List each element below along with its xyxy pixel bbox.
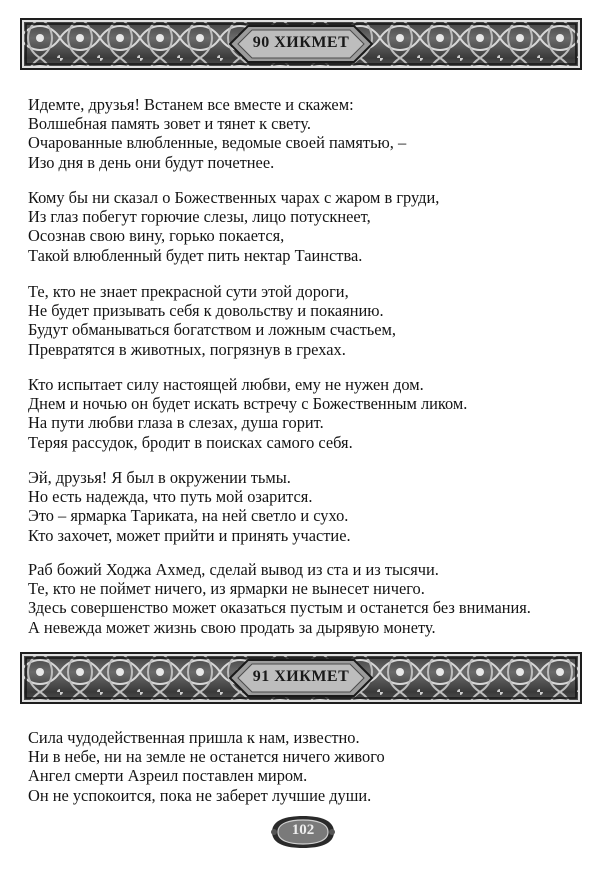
verse-line: Изо дня в день они будут почетнее. (28, 152, 275, 172)
stanza (28, 282, 588, 359)
verse-line: Не будет призывать себя к довольству и покаянию. (28, 301, 384, 321)
verse-line: Кто испытает силу настоящей любви, ему не нужен дом. (28, 375, 424, 394)
verse-line: Это – ярмарка Тариката, на ней светло и сухо. (28, 506, 349, 526)
stanza (28, 95, 588, 172)
verse-line: Такой влюбленный будет пить нектар Таинства. (28, 245, 363, 265)
verse-line: Ангел смерти Азреил поставлен миром. (28, 766, 308, 786)
verse-line: А невежда может жизнь свою продать за дырявую монету. (28, 617, 436, 637)
page-number-badge (268, 814, 338, 850)
verse-line: Идемте, друзья! Встанем все вместе и скажем: (28, 95, 354, 114)
verse-line: Теряя рассудок, бродит в поисках самого себя. (28, 432, 353, 452)
verse-line: Из глаз побегут горючие слезы, лицо потускнеет, (28, 207, 371, 227)
section-banner-90 (20, 18, 582, 70)
verse-line: Кому бы ни сказал о Божественных чарах с жаром в груди, (28, 188, 440, 207)
verse-line: На пути любви глаза в слезах, душа горит. (28, 413, 324, 433)
page-number: 102 (291, 822, 315, 838)
section-banner-91 (20, 652, 582, 704)
stanza (28, 468, 588, 545)
verse-line: Очарованные влюбленные, ведомые своей памятью, – (28, 133, 407, 153)
verse-line: Будут обманываться богатством и ложным счастьем, (28, 320, 397, 340)
verse-line: Но есть надежда, что путь мой озарится. (28, 487, 313, 507)
verse-line: Те, кто не поймет ничего, из ярмарки не вынесет ничего. (28, 579, 425, 599)
section-heading: 90 ХИКМЕТ (252, 34, 350, 51)
verse-line: Превратятся в животных, погрязнув в грехах. (28, 339, 346, 359)
verse-line: Волшебная память зовет и тянет к свету. (28, 114, 311, 134)
stanza (28, 188, 588, 265)
verse-line: Днем и ночью он будет искать встречу с Божественным ликом. (28, 394, 468, 414)
verse-line: Осознав свою вину, горько покается, (28, 226, 285, 246)
verse-line: Те, кто не знает прекрасной сути этой дороги, (28, 282, 349, 301)
verse-line: Он не успокоится, пока не заберет лучшие души. (28, 785, 372, 805)
verse-line: Эй, друзья! Я был в окружении тьмы. (28, 468, 291, 487)
stanza (28, 375, 588, 452)
verse-line: Раб божий Ходжа Ахмед, сделай вывод из ста и из тысячи. (28, 560, 439, 579)
verse-line: Ни в небе, ни на земле не останется ничего живого (28, 747, 385, 767)
verse-line: Сила чудодейственная пришла к нам, известно. (28, 728, 360, 747)
stanza (28, 560, 588, 637)
verse-line: Кто захочет, может прийти и принять участие. (28, 525, 351, 545)
stanza (28, 728, 588, 805)
section-heading: 91 ХИКМЕТ (252, 668, 350, 685)
verse-line: Здесь совершенство может оказаться пустым и останется без внимания. (28, 598, 531, 618)
